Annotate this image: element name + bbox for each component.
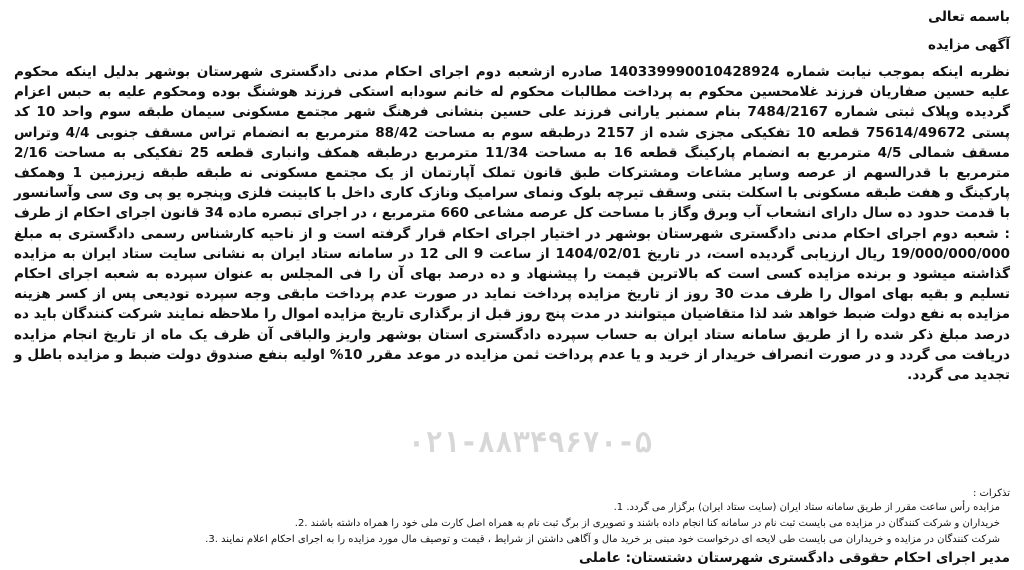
- phone-number-watermark: ۰۲۱-۸۸۳۴۹۶۷۰-۵: [407, 425, 653, 459]
- notes-heading: تذکرات :: [972, 488, 1010, 499]
- notice-body-paragraph: نظربه اینکه بموجب نیابت شماره 140339990010428924 صادره ازشعبه دوم اجرای احکام مدنی دادگستری شهرستان بوشهر بدلیل اینکه محکوم علیه حسین صفاریان فرزند غلامحسین محکوم به پرداخت مطالبات محکوم له خانم سودابه استکی فرزند هوشنگ بوده ومحکوم علیه به حبس اعزام گردیده وپلاک ثبتی شماره 7484/2167 بنام سمنبر یارانی فرزند علی حسین بنشانی فرهنگ شهر مجتمع مسکونی سیمان طبقه سوم واحد 10 کد پستی 75614/49672 قطعه 10 تفکیکی مجزی شده از 2157 درطبقه سوم به مساحت 88/42 مترمربع به انضمام تراس مسقف جنوبی 4/4 وتراس مسقف شمالی 4/5 مترمربع به انضمام پارکینگ قطعه 16 به مساحت 11/34 مترمربع درطبقه همکف وانباری قطعه 25 تفکیکی به مساحت 2/16 مترمربع با قدرالسهم از عرصه وسایر مشاعات ومشترکات طبق قانون تملک آپارتمان از یک مجتمع مسکونی نه طبقه طبقه زیرزمین 1 وهمکف پارکینگ و هفت طبقه مسکونی با اسکلت بتنی وسقف تیرچه بلوک ونمای سرامیک ونازک کاری داخل با کابینت فلزی وپنجره یو پی وی سی وآسانسور با قدمت حدود ده سال دارای انشعاب آب وبرق وگاز با مساحت کل عرصه مشاعی 660 مترمربع ، در اجرای تبصره ماده 34 قانون اجرای احکام از طرف : شعبه دوم اجرای احکام مدنی دادگستری شهرستان بوشهر در اختیار اجرای احکام قرار گرفته است و از ناحیه کارشناس رسمی دادگستری به مبلغ 19/000/000/000 ریال ارزیابی گردیده است، در تاریخ 1404/02/01 از ساعت 9 الی 12 در سامانه ستاد ایران به نشانی سایت ستاد ایران به مزایده گذاشته میشود و برنده مزایده کسی است که بالاترین قیمت را پیشنهاد و ده درصد بهای آن را فی المجلس به عنوان سپرده به شعبه اجرای احکام تسلیم و بقیه بهای اموال را ظرف مدت 30 روز از تاریخ مزایده پرداخت نماید در صورت عدم پرداخت مابقی وجه سپرده تودیعی پس از کسر هزینه مزایده به نفع دولت ضبط خواهد شد لذا متقاضیان میتوانند در مدت پنج روز قبل از برگذاری تاریخ مزایده اموال را ملاحظه نمایند شرکت کنندگان باید ده درصد مبلغ ذکر شده را از طریق سامانه ستاد ایران به حساب سپرده دادگستری استان بوشهر واریز والباقی آن ظرف یک ماه از تاریخ انجام مزایده دریافت می گردد و در صورت انصراف خریدار از خرید و یا عدم پرداخت ثمن مزایده در موعد مقرر 10% اولیه بنفع صندوق دولت ضبط و مزایده باطل و تجدید می گردد.: [14, 64, 1011, 384]
- note-item-1: مزایده رأس ساعت مقرر از طریق سامانه ستاد ایران (سایت ستاد ایران) برگزار می گردد. 1.: [613, 502, 1000, 513]
- signatory-line: مدیر اجرای احکام حقوقی دادگستری شهرستان دشتستان: عاملی: [579, 550, 1010, 566]
- notice-title: آگهی مزایده: [928, 37, 1010, 53]
- note-item-2: خریداران و شرکت کنندگان در مزایده می بایست ثبت نام در سامانه کنا انجام داده باشند و تصویری از برگ ثبت نام به همراه اصل کارت ملی خود را همراه داشته باشند .2.: [294, 518, 1000, 529]
- note-item-3: شرکت کنندگان در مزایده و خریداران می بایست طی لایحه ای درخواست خود مبنی بر خرید مال و آگاهی داشتن از شرایط ، قیمت و توصیف مال مورد مزایده را به اجرای احکام اعلام نمایند .3.: [205, 534, 1000, 545]
- invocation-heading: باسمه تعالی: [928, 9, 1010, 25]
